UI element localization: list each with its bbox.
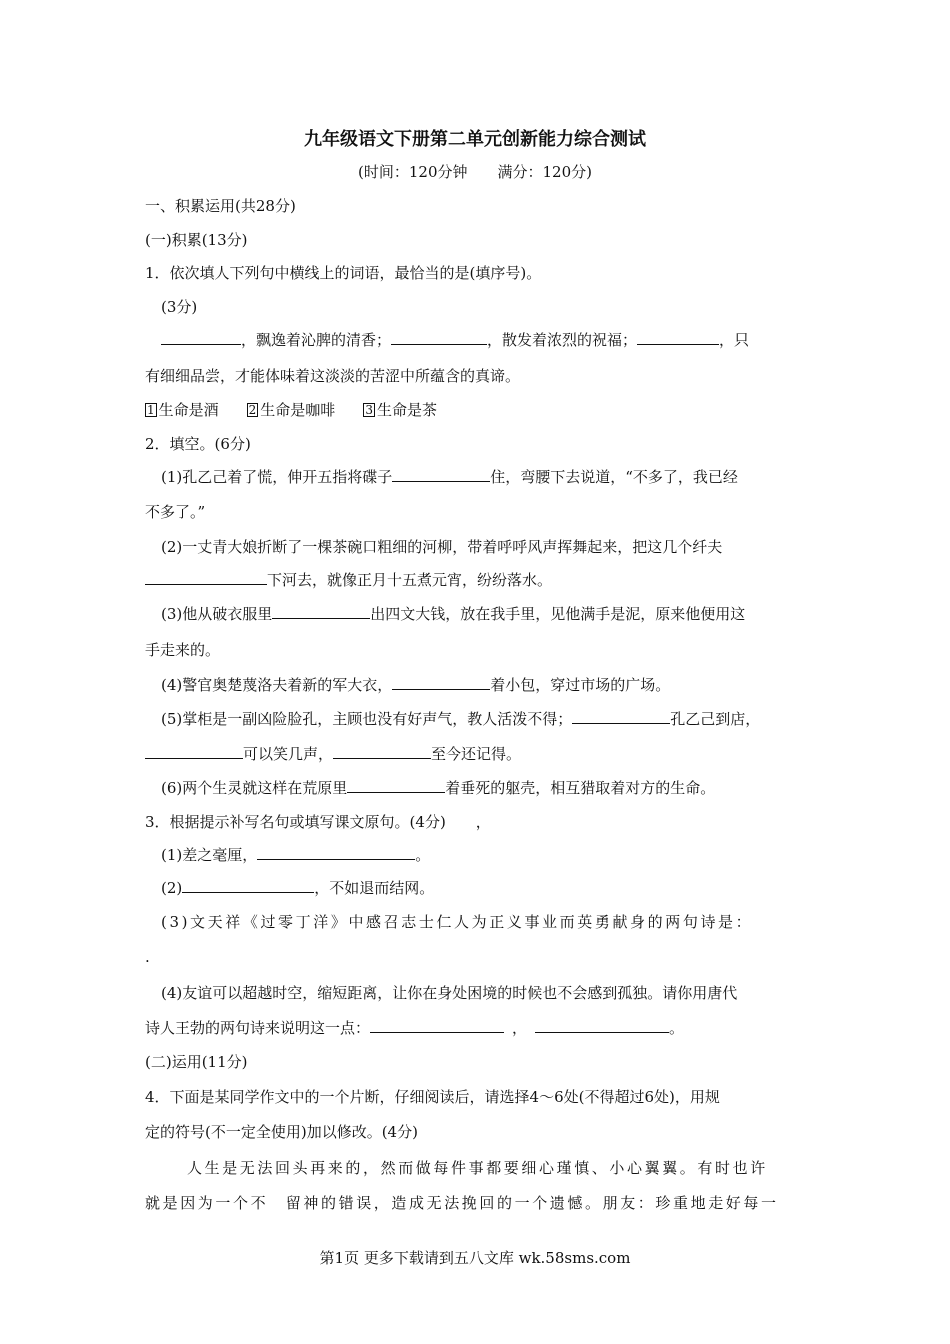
option-item: 2 生命是咖啡 [248,401,336,419]
answer-blank[interactable] [333,744,431,759]
question-2-item-1: (1)孔乙己着了慌，伸开五指将碟子 住，弯腰下去说道，“不多了，我已经 [161,468,738,486]
question-2-item-4: (4)警官奥楚蔑洛夫着新的军大衣， 着小包，穿过市场的广场。 [161,676,671,694]
option-item: 3 生命是茶 [365,401,437,419]
question-2-item-2: (2)一丈青大娘折断了一棵茶碗口粗细的河柳，带着呼呼风声挥舞起来，把这几个纤夫 [161,538,723,556]
answer-blank[interactable] [535,1018,669,1033]
question-1-stem: 1．依次填人下列句中横线上的词语，最恰当的是(填序号)。 [145,264,542,282]
answer-blank[interactable] [145,570,267,585]
question-2-item-3-cont: 手走来的。 [145,641,221,659]
question-3-item-3-answer-line: . [145,948,150,966]
question-2-stem: 2．填空。(6分) [145,435,251,453]
answer-blank[interactable] [572,709,670,724]
exam-info: (时间：120分钟 满分：120分) [358,163,592,181]
option-number: 2 [248,403,257,417]
answer-blank[interactable] [272,604,370,619]
question-1-options [145,400,807,420]
option-item: 1 生命是酒 [147,401,219,419]
question-3-item-4-cont: 诗人王勃的两句诗来说明这一点： ， 。 [145,1019,685,1037]
section-heading: 一、积累运用(共28分) [145,197,296,215]
answer-blank[interactable] [347,778,445,793]
question-2-item-3: (3)他从破衣服里 出四文大钱，放在我手里，见他满手是泥，原来他便用这 [161,605,746,623]
question-2-item-2-cont: 下河去，就像正月十五煮元宵，纷纷落水。 [145,570,807,590]
question-2-item-6: (6)两个生灵就这样在荒原里 着垂死的躯壳，相互猎取着对方的生命。 [161,779,716,797]
question-3-stem: 3．根据提示补写名句或填写课文原句。(4分) ， [145,813,491,831]
answer-blank[interactable] [182,878,314,893]
answer-blank[interactable] [391,330,487,345]
question-2-item-5: (5)掌柜是一副凶险脸孔，主顾也没有好声气，教人活泼不得； 孔乙己到店， [161,710,761,728]
question-4-stem-cont: 定的符号(不一定全使用)加以修改。(4分) [145,1123,418,1141]
question-1-sentence: ，飘逸着沁脾的清香； ，散发着浓烈的祝福； ，只 [161,330,823,350]
question-1-sentence-cont: 有细细品尝，才能体味着这淡淡的苦涩中所蕴含的真谛。 [145,367,521,385]
answer-blank[interactable] [257,845,415,860]
part-heading: (二)运用(11分) [145,1053,248,1071]
answer-blank[interactable] [370,1018,504,1033]
question-3-item-4: (4)友谊可以超越时空，缩短距离，让你在身处困境的时候也不会感到孤独。请你用唐代 [161,984,738,1002]
answer-blank[interactable] [392,675,490,690]
passage-line: 人生是无法回头再来的，然而做每件事都要细心瑾慎、小心翼翼。有时也许 [187,1159,768,1177]
question-3-item-2: (2) ，不如退而结网。 [161,879,435,897]
page-title: 九年级语文下册第二单元创新能力综合测试 [304,129,646,150]
question-3-item-3: (3)文天祥《过零丁洋》中感召志士仁人为正义事业而英勇献身的两句诗是： [161,913,754,931]
answer-blank[interactable] [161,330,241,345]
option-number: 3 [365,403,373,417]
part-heading: (一)积累(13分) [145,231,248,249]
question-3-item-1: (1)差之毫厘， 。 [161,846,431,864]
question-2-item-5-cont: 可以笑几声， 至今还记得。 [145,744,807,764]
passage-line: 就是因为一个不 留神的错误，造成无法挽回的一个遗憾。朋友：珍重地走好每一 [145,1194,779,1212]
question-1-score: (3分) [161,298,198,316]
answer-blank[interactable] [637,330,719,345]
page-footer: 第1页 更多下载请到五八文库 wk.58sms.com [319,1249,631,1267]
answer-blank[interactable] [392,467,490,482]
answer-blank[interactable] [145,744,243,759]
option-number: 1 [147,403,155,417]
question-2-item-1-cont: 不多了。” [145,503,206,521]
question-4-stem: 4．下面是某同学作文中的一个片断，仔细阅读后，请选择4～6处(不得超过6处)，用规 [145,1088,720,1106]
